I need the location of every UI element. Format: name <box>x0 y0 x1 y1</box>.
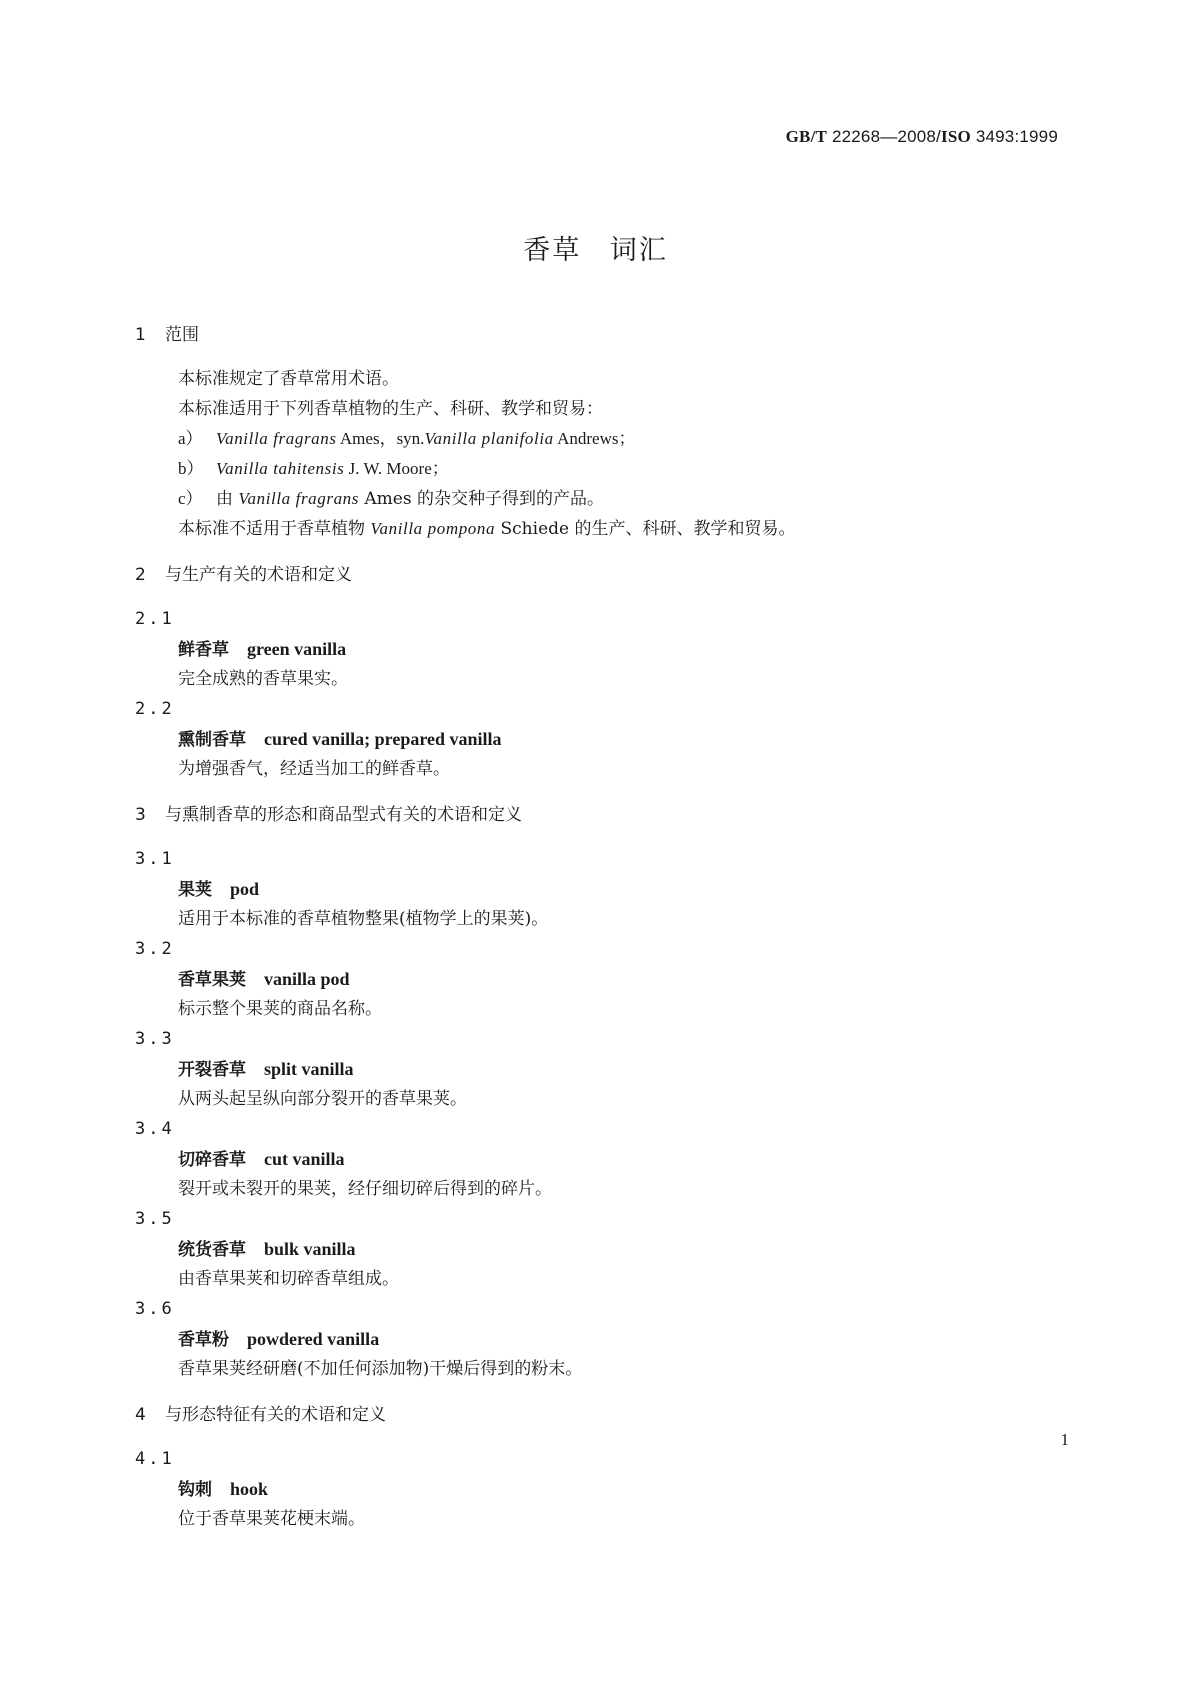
term-zh: 熏制香草 <box>178 730 246 750</box>
term-definition: 标示整个果荚的商品名称。 <box>178 999 382 1019</box>
species-name: Vanilla fragrans <box>216 429 337 448</box>
term-definition: 完全成熟的香草果实。 <box>178 669 348 689</box>
term-definition: 裂开或未裂开的果荚，经仔细切碎后得到的碎片。 <box>178 1179 552 1199</box>
term-entry <box>135 1294 1065 1384</box>
entry-number: 2.1 <box>135 609 175 629</box>
document-title: 香草 词汇 <box>523 235 668 266</box>
term-zh: 果荚 <box>178 880 212 900</box>
term-zh: 钩刺 <box>178 1480 212 1500</box>
term-line <box>135 1474 1065 1504</box>
term-line <box>135 1054 1065 1084</box>
species-name: Vanilla fragrans <box>238 489 359 508</box>
exclusion-text: Schiede 的生产、科研、教学和贸易。 <box>495 519 796 539</box>
section-title: 范围 <box>165 325 199 345</box>
term-definition: 位于香草果荚花梗末端。 <box>178 1509 365 1529</box>
term-line <box>135 1234 1065 1264</box>
term-entry <box>135 1114 1065 1204</box>
term-en: split vanilla <box>264 1059 354 1079</box>
section-number: 2 <box>135 565 146 585</box>
term-zh: 鲜香草 <box>178 640 229 660</box>
term-line <box>135 724 1065 754</box>
std-prefix: GB/T <box>785 127 828 146</box>
term-zh: 香草果荚 <box>178 970 246 990</box>
list-marker: b） <box>178 459 204 478</box>
standard-code <box>786 127 1058 147</box>
author-text: Andrews； <box>553 429 636 448</box>
section-number: 1 <box>135 325 146 345</box>
document-body <box>135 320 1065 1534</box>
author-text: Ames，syn. <box>336 429 425 448</box>
entry-number: 3.3 <box>135 1029 175 1049</box>
page-number: 1 <box>1060 1430 1069 1449</box>
exclusion-text: 本标准不适用于香草植物 <box>178 519 371 539</box>
section-title: 与熏制香草的形态和商品型式有关的术语和定义 <box>165 805 522 825</box>
list-marker: c） <box>178 489 203 508</box>
list-text: Ames 的杂交种子得到的产品。 <box>359 489 604 509</box>
term-line <box>135 1324 1065 1354</box>
entry-number: 3.2 <box>135 939 175 959</box>
term-zh: 切碎香草 <box>178 1150 246 1170</box>
species-name: Vanilla tahitensis <box>216 459 345 478</box>
iso-prefix: ISO <box>941 127 971 146</box>
term-line <box>135 1144 1065 1174</box>
term-en: cured vanilla; prepared vanilla <box>264 729 502 749</box>
term-definition: 适用于本标准的香草植物整果(植物学上的果荚)。 <box>178 909 549 929</box>
term-entry <box>135 1204 1065 1294</box>
section-heading-3 <box>135 800 1065 830</box>
section-title: 与形态特征有关的术语和定义 <box>165 1405 386 1425</box>
section-number: 3 <box>135 805 146 825</box>
term-en: cut vanilla <box>264 1149 345 1169</box>
entry-number: 3.1 <box>135 849 175 869</box>
term-zh: 开裂香草 <box>178 1060 246 1080</box>
list-marker: a） <box>178 429 203 448</box>
list-item-b <box>135 454 1065 484</box>
term-entry <box>135 694 1065 784</box>
term-zh: 香草粉 <box>178 1330 229 1350</box>
list-item-c <box>135 484 1065 514</box>
entry-number: 3.4 <box>135 1119 175 1139</box>
std-number: 22268—2008/ <box>827 127 941 146</box>
entry-number: 3.6 <box>135 1299 175 1319</box>
entry-number: 3.5 <box>135 1209 175 1229</box>
term-entry <box>135 844 1065 934</box>
section-title: 与生产有关的术语和定义 <box>165 565 352 585</box>
term-line <box>135 874 1065 904</box>
term-entry <box>135 1024 1065 1114</box>
term-definition: 为增强香气，经适当加工的鲜香草。 <box>178 759 450 779</box>
scope-paragraph: 本标准规定了香草常用术语。 <box>178 369 399 389</box>
term-en: bulk vanilla <box>264 1239 356 1259</box>
author-text: J. W. Moore； <box>344 459 449 478</box>
term-en: green vanilla <box>247 639 347 659</box>
term-definition: 从两头起呈纵向部分裂开的香草果荚。 <box>178 1089 467 1109</box>
term-definition: 由香草果荚和切碎香草组成。 <box>178 1269 399 1289</box>
term-entry <box>135 1444 1065 1534</box>
term-line <box>135 634 1065 664</box>
term-en: hook <box>230 1479 269 1499</box>
section-heading-2 <box>135 560 1065 590</box>
term-en: vanilla pod <box>264 969 350 989</box>
term-en: pod <box>230 879 260 899</box>
section-heading-1 <box>135 320 1065 350</box>
section-heading-4 <box>135 1400 1065 1430</box>
section-number: 4 <box>135 1405 146 1425</box>
term-en: powdered vanilla <box>247 1329 380 1349</box>
scope-paragraph: 本标准适用于下列香草植物的生产、科研、教学和贸易： <box>178 399 603 419</box>
scope-exclusion <box>135 514 1065 544</box>
term-entry <box>135 604 1065 694</box>
term-zh: 统货香草 <box>178 1240 246 1260</box>
species-name: Vanilla planifolia <box>424 429 554 448</box>
entry-number: 2.2 <box>135 699 175 719</box>
term-line <box>135 964 1065 994</box>
iso-number: 3493:1999 <box>970 127 1058 146</box>
species-name: Vanilla pompona <box>370 519 496 538</box>
list-text: 由 <box>216 489 239 509</box>
term-entry <box>135 934 1065 1024</box>
entry-number: 4.1 <box>135 1449 175 1469</box>
term-definition: 香草果荚经研磨(不加任何添加物)干燥后得到的粉末。 <box>178 1359 583 1379</box>
list-item-a <box>135 424 1065 454</box>
